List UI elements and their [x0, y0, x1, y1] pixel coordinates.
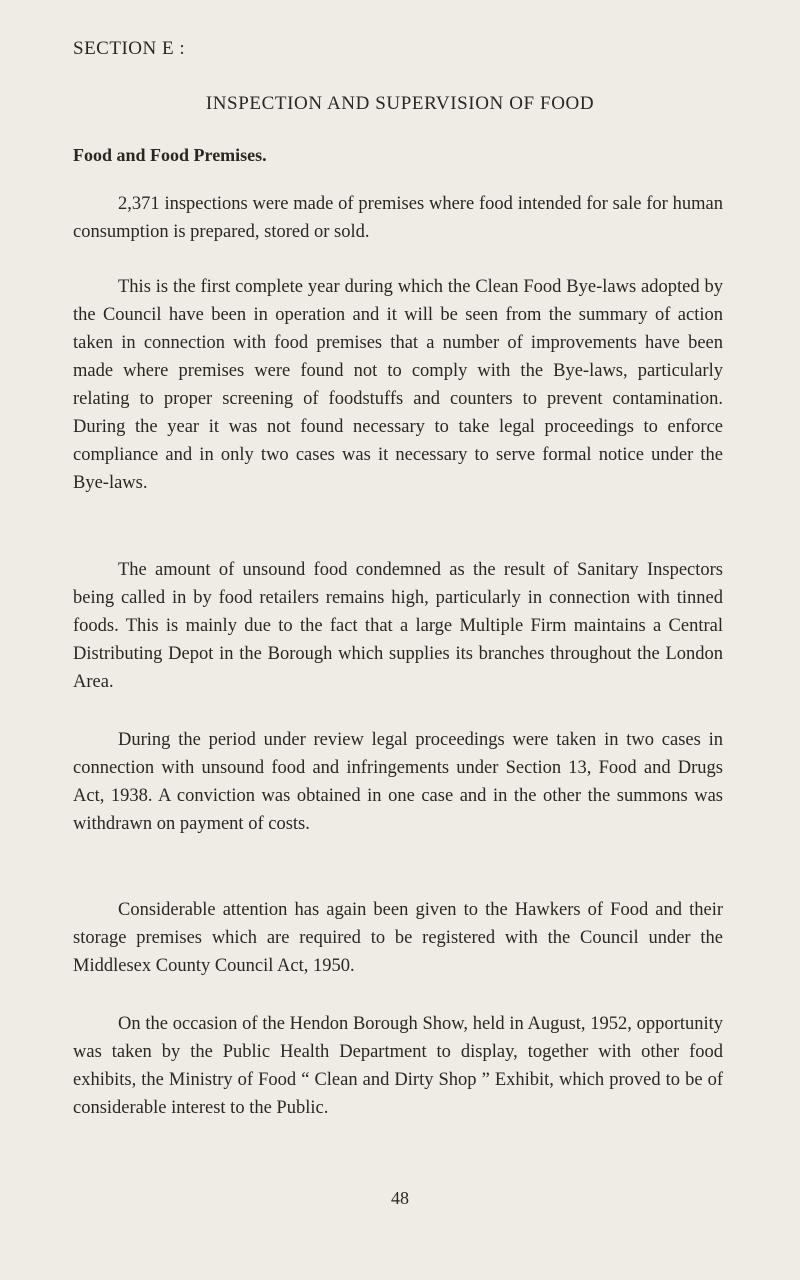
section-label: SECTION E : [73, 38, 186, 59]
paragraph-bye-laws: This is the first complete year during which the Clean Food Bye-laws adopted by the Council have been in operation and it will be seen from the summary of action taken in connection with food premises that a number of improvements have been made where premises were found not to comply with the Bye-laws, particularly relating to proper screening of foodstuffs and counters to prevent contamination. During the year it was not found necessary to take legal proceedings to enforce compliance and in only two cases was it necessary to serve formal notice under the Bye-laws. [73, 277, 723, 493]
paragraph-hawkers: Considerable attention has again been given to the Hawkers of Food and their storage premises which are required to be registered with the Council under the Middlesex County Council Act, 1950. [73, 900, 723, 976]
section-heading: INSPECTION AND SUPERVISION OF FOOD [205, 93, 595, 114]
page-number: 48 [391, 1188, 409, 1208]
paragraph-legal-proceedings: During the period under review legal proceedings were taken in two cases in connection with unsound food and infringements under Section 13, Food and Drugs Act, 1938. A conviction was obtained in one case and in the other the summons was withdrawn on payment of costs. [73, 730, 723, 834]
subheading: Food and Food Premises. [73, 145, 267, 165]
paragraph-unsound-food: The amount of unsound food condemned as the result of Sanitary Inspectors being called in by food retailers remains high, particularly in connection with tinned foods. This is mainly due to the fact that a large Multiple Firm maintains a Central Distributing Depot in the Borough which supplies its branches throughout the London Area. [73, 560, 723, 692]
paragraph-borough-show: On the occasion of the Hendon Borough Show, held in August, 1952, opportunity was taken by the Public Health Department to display, together with other food exhibits, the Ministry of Food “ Clean and Dirty Shop ” Exhibit, which proved to be of considerable interest to the Public. [73, 1014, 723, 1118]
paragraph-inspections: 2,371 inspections were made of premises where food intended for sale for human consumption is prepared, stored or sold. [73, 194, 723, 242]
